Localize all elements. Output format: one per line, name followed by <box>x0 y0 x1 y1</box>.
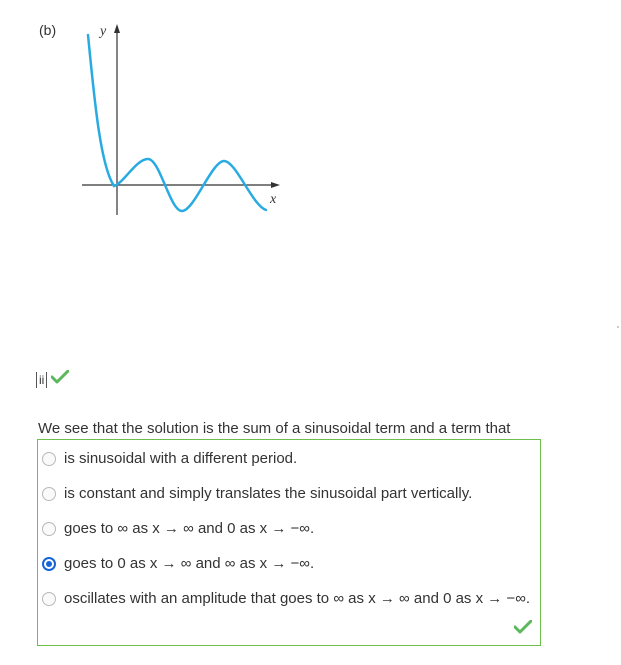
question-prompt: We see that the solution is the sum of a sinusoidal term and a term that <box>38 420 511 437</box>
option-infinity-as-x-infinity[interactable] <box>42 520 314 537</box>
check-icon <box>514 620 532 639</box>
x-axis-label: x <box>270 192 277 207</box>
radio-button[interactable] <box>42 592 56 606</box>
question-number-label: ii <box>36 372 47 388</box>
option-text: is sinusoidal with a different period. <box>64 450 298 467</box>
answer-choices <box>37 439 541 646</box>
option-text: is constant and simply translates the sinusoidal part vertically. <box>64 485 473 502</box>
option-oscillating-amplitude[interactable] <box>42 590 530 607</box>
radio-button-selected[interactable] <box>42 557 56 571</box>
question-number <box>36 370 69 389</box>
option-constant-translates[interactable] <box>42 485 472 502</box>
scroll-marker <box>617 326 619 328</box>
part-label: (b) <box>39 22 57 38</box>
option-text: goes to 0 as x → ∞ and ∞ as x → −∞. <box>64 555 315 572</box>
option-text: goes to ∞ as x → ∞ and 0 as x → −∞. <box>64 520 315 537</box>
option-sinusoidal-different-period[interactable] <box>42 450 297 467</box>
y-axis-arrow <box>114 24 120 33</box>
x-axis-arrow <box>271 182 280 188</box>
radio-button[interactable] <box>42 487 56 501</box>
y-axis-label: y <box>100 24 107 39</box>
radio-button[interactable] <box>42 522 56 536</box>
option-text: oscillates with an amplitude that goes to ∞ as x → ∞ and 0 as x → −∞. <box>64 590 531 607</box>
solution-graph <box>70 15 290 215</box>
radio-button[interactable] <box>42 452 56 466</box>
check-icon <box>51 370 69 389</box>
option-zero-as-x-infinity[interactable] <box>42 555 314 572</box>
